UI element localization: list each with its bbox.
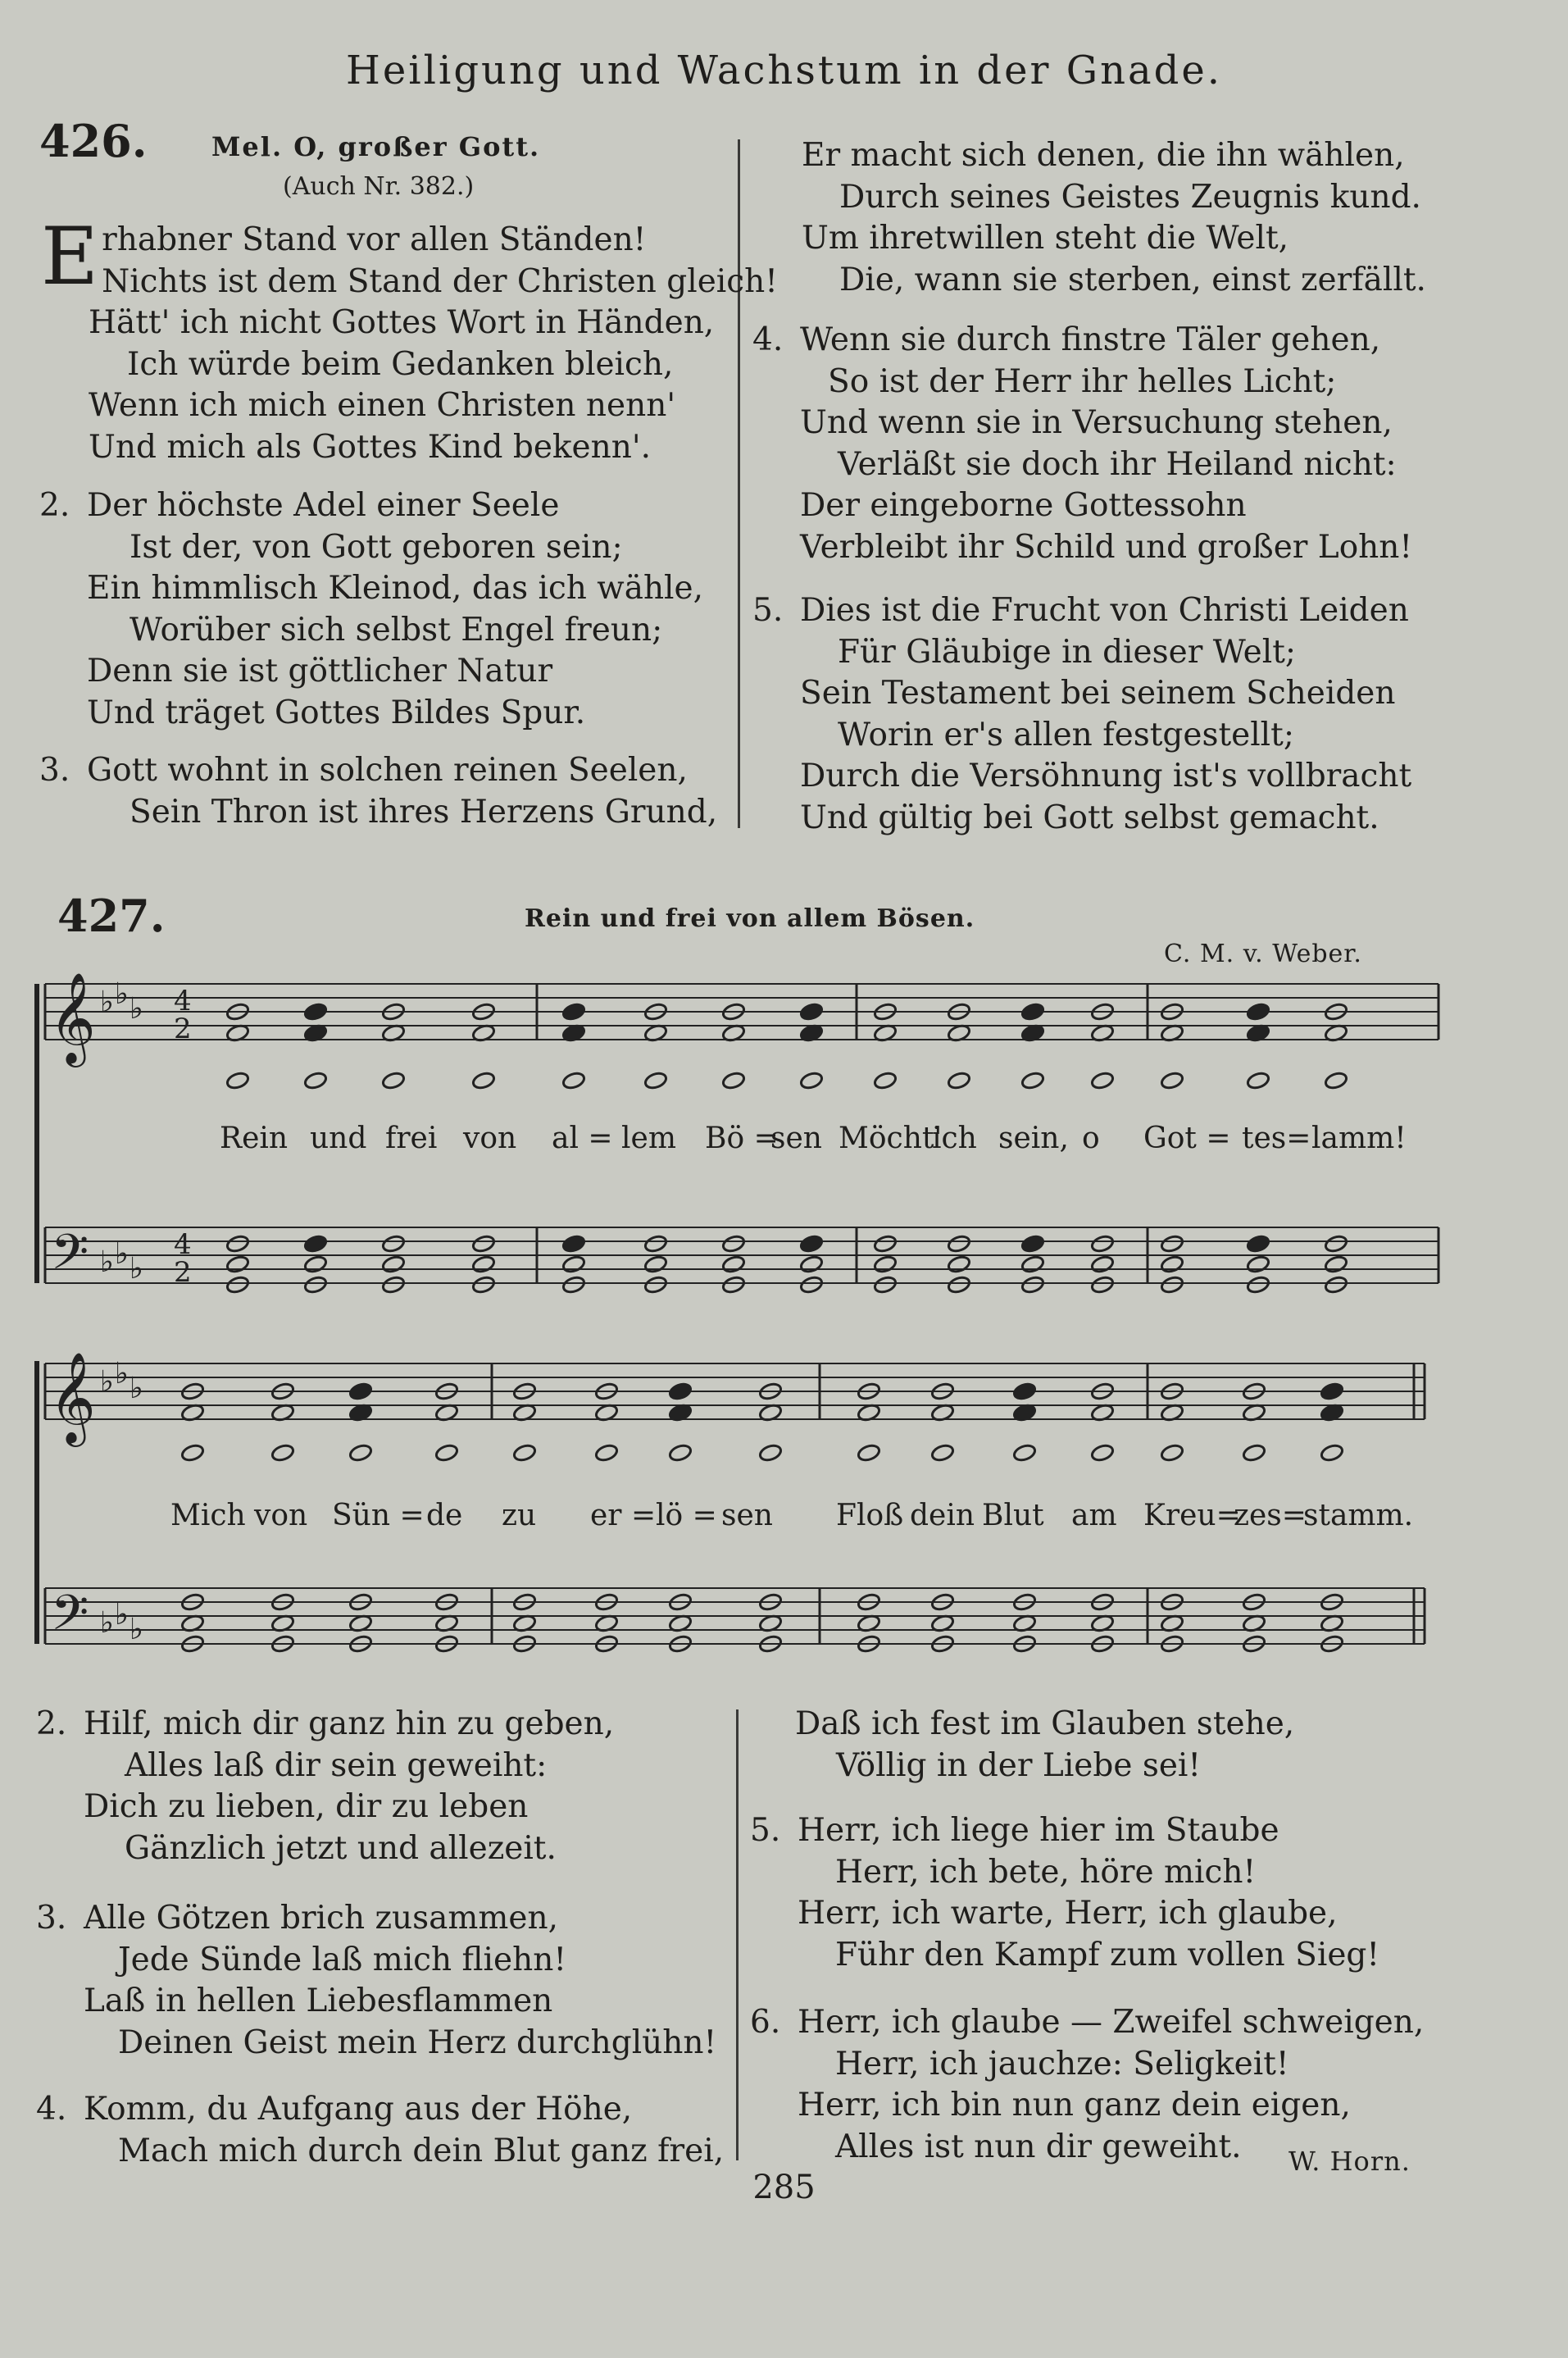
verse-line: Wenn ich mich einen Christen nenn'	[89, 387, 676, 424]
note-head	[721, 1071, 746, 1090]
lyric-syllable: Got =	[1143, 1122, 1231, 1155]
lyric-syllable: am	[1071, 1499, 1117, 1532]
lyric-syllable: o	[1082, 1122, 1100, 1155]
verse-line: rhabner Stand vor allen Ständen!	[102, 221, 647, 258]
note-head	[303, 1254, 328, 1274]
note-head	[721, 1234, 746, 1254]
note-head	[799, 1234, 824, 1254]
flat: ♭	[130, 1252, 143, 1286]
note-head	[348, 1443, 373, 1463]
time-signature: 4	[174, 1228, 192, 1261]
note-head	[1242, 1443, 1266, 1463]
verse-line: So ist der Herr ihr helles Licht;	[828, 362, 1337, 400]
note-head	[668, 1382, 693, 1401]
note-head	[873, 1234, 898, 1254]
note-head	[1160, 1443, 1184, 1463]
note-head	[561, 1275, 586, 1295]
note-head	[947, 1254, 971, 1274]
verse-line: Worüber sich selbst Engel freun;	[130, 611, 663, 649]
verse-line: Sein Thron ist ihres Herzens Grund,	[130, 793, 718, 831]
note-head	[1090, 1234, 1115, 1254]
note-head	[1324, 1275, 1348, 1295]
note-head	[303, 1002, 328, 1022]
note-head	[873, 1254, 898, 1274]
note-head	[1320, 1443, 1344, 1463]
lyric-syllable: Kreu=	[1143, 1499, 1241, 1532]
note-head	[799, 1071, 824, 1090]
hymn-427-number: 427.	[57, 890, 166, 942]
note-head	[873, 1071, 898, 1090]
bass-clef: 𝄢	[51, 1223, 89, 1292]
note-head	[348, 1382, 373, 1401]
hymn-427-verse-2	[36, 1704, 614, 1869]
note-head	[758, 1443, 783, 1463]
note-head	[1160, 1254, 1184, 1274]
note-head	[225, 1254, 250, 1274]
verse-line: Worin er's allen festgestellt;	[838, 716, 1294, 753]
note-head	[930, 1443, 955, 1463]
verse-number: 2.	[36, 1705, 67, 1742]
note-head	[1246, 1275, 1270, 1295]
note-head	[471, 1254, 496, 1274]
note-head	[643, 1254, 668, 1274]
note-head	[303, 1234, 328, 1254]
note-head	[1090, 1275, 1115, 1295]
flat: ♭	[115, 1357, 129, 1391]
note-head	[799, 1275, 824, 1295]
verse-line: Herr, ich jauchze: Seligkeit!	[835, 2045, 1289, 2083]
flat: ♭	[115, 977, 129, 1011]
lyric-syllable: al =	[552, 1122, 613, 1155]
verse-line: Durch seines Geistes Zeugnis kund.	[839, 178, 1421, 216]
note-head	[1246, 1254, 1270, 1274]
note-head	[643, 1275, 668, 1295]
verse-line: Durch die Versöhnung ist's vollbracht	[800, 758, 1412, 794]
note-head	[668, 1443, 693, 1463]
verse-line: Deinen Geist mein Herz durchglühn!	[118, 2023, 717, 2061]
note-head	[1020, 1002, 1045, 1022]
note-head	[1324, 1234, 1348, 1254]
time-signature: 2	[174, 1013, 192, 1045]
lyric-syllable: und	[310, 1122, 367, 1155]
verse-number: 5.	[750, 1812, 781, 1849]
hymn-427-author: W. Horn.	[1288, 2146, 1411, 2177]
verse-line: Völlig in der Liebe sei!	[836, 1746, 1202, 1784]
verse-line: Die, wann sie sterben, einst zerfällt.	[839, 261, 1426, 298]
note-head	[381, 1234, 406, 1254]
verse-line: Für Gläubige in dieser Welt;	[838, 633, 1297, 671]
treble-clef: 𝄞	[49, 972, 96, 1063]
lyric-syllable: lö =	[656, 1499, 717, 1532]
verse-number: 3.	[39, 752, 70, 789]
time-signature: 2	[174, 1256, 192, 1289]
note-head	[643, 1234, 668, 1254]
verse-line: Herr, ich warte, Herr, ich glaube,	[798, 1895, 1338, 1932]
verse-line: Dich zu lieben, dir zu leben	[84, 1788, 529, 1825]
note-head	[1160, 1071, 1184, 1090]
lyric-syllable: Bö =	[705, 1122, 779, 1155]
verse-line: Ich würde beim Gedanken bleich,	[127, 345, 674, 383]
page-number: 285	[752, 2169, 816, 2206]
lyric-syllable: er =	[590, 1499, 657, 1532]
lyric-syllable: frei	[385, 1122, 438, 1155]
hymn-426-number: 426.	[39, 115, 148, 167]
clefs	[49, 972, 192, 1653]
time-signature: 4	[174, 985, 192, 1017]
note-head	[643, 1071, 668, 1090]
verse-line: Herr, ich liege hier im Staube	[798, 1812, 1279, 1849]
hymn-427-title: Rein und frei von allem Bösen.	[525, 904, 975, 933]
verse-line: Herr, ich glaube — Zweifel schweigen,	[798, 2004, 1425, 2041]
hymn-427-verse-5	[750, 1810, 1379, 1976]
verse-line: Hilf, mich dir ganz hin zu geben,	[84, 1705, 615, 1742]
note-head	[561, 1234, 586, 1254]
verse-number: 4.	[752, 321, 784, 358]
flat: ♭	[115, 1598, 129, 1632]
note-head	[434, 1443, 459, 1463]
flat: ♭	[130, 1613, 143, 1646]
note-head	[561, 1254, 586, 1274]
lyric-syllable: de	[426, 1499, 463, 1532]
note-head	[1324, 1254, 1348, 1274]
note-head	[270, 1443, 295, 1463]
note-head	[721, 1275, 746, 1295]
page-header: Heiligung und Wachstum in der Gnade.	[346, 48, 1222, 93]
flat: ♭	[100, 986, 114, 1019]
note-head	[857, 1443, 881, 1463]
flat: ♭	[100, 1245, 114, 1279]
column-divider-2	[736, 1709, 739, 2160]
verse-line: Daß ich fest im Glauben stehe,	[795, 1705, 1295, 1742]
verse-line: Und gültig bei Gott selbst gemacht.	[800, 799, 1379, 836]
hymn-427-verse-6	[750, 2002, 1424, 2168]
verse-line: Sein Testament bei seinem Scheiden	[800, 675, 1396, 712]
verse-line: Gänzlich jetzt und allezeit.	[125, 1829, 557, 1867]
lyric-syllable: von	[254, 1499, 308, 1532]
lyric-syllable: Floß	[836, 1499, 904, 1532]
flat: ♭	[100, 1606, 114, 1640]
note-head	[1090, 1071, 1115, 1090]
lyric-syllable: von	[463, 1122, 517, 1155]
lyric-syllable: zu	[502, 1499, 537, 1532]
verse-line: Wenn sie durch finstre Täler gehen,	[800, 321, 1381, 358]
note-head	[799, 1254, 824, 1274]
note-head	[1090, 1254, 1115, 1274]
note-head	[1090, 1443, 1115, 1463]
flat: ♭	[115, 1237, 129, 1271]
note-head	[1324, 1071, 1348, 1090]
flat: ♭	[130, 1372, 143, 1405]
bass-clef: 𝄢	[51, 1584, 89, 1653]
hymn-427-composer: C. M. v. Weber.	[1164, 940, 1362, 968]
verse-line: Um ihretwillen steht die Welt,	[802, 220, 1289, 257]
note-head	[471, 1071, 496, 1090]
verse-line: Führ den Kampf zum vollen Sieg!	[835, 1936, 1380, 1973]
note-head	[947, 1234, 971, 1254]
note-head	[225, 1234, 250, 1254]
lyric-syllable: Möcht'	[839, 1122, 943, 1155]
note-head	[1020, 1234, 1045, 1254]
note-head	[225, 1275, 250, 1295]
note-head	[1012, 1382, 1037, 1401]
lyric-syllable: ich	[932, 1122, 977, 1155]
verse-line: Alle Götzen brich zusammen,	[84, 1900, 558, 1937]
lyric-syllable: sen	[721, 1499, 773, 1532]
verse-line: Laß in hellen Liebesflammen	[84, 1982, 553, 2019]
note-head	[1320, 1382, 1344, 1401]
verse-line: Jede Sünde laß mich fliehn!	[118, 1941, 567, 1978]
verse-line: Der höchste Adel einer Seele	[87, 487, 560, 524]
note-head	[947, 1071, 971, 1090]
note-head	[1020, 1071, 1045, 1090]
note-head	[1160, 1275, 1184, 1295]
hymn-427-verse-4-cont	[795, 1704, 1294, 1787]
note-head	[225, 1071, 250, 1090]
verse-line: Verläßt sie doch ihr Heiland nicht:	[838, 445, 1397, 483]
verse-number: 2.	[39, 487, 70, 524]
verse-number: 3.	[36, 1900, 67, 1937]
verse-line: Und mich als Gottes Kind bekenn'.	[89, 428, 651, 466]
flat: ♭	[130, 992, 143, 1026]
verse-line: Dies ist die Frucht von Christi Leiden	[800, 592, 1409, 629]
note-head	[594, 1443, 619, 1463]
flat: ♭	[100, 1365, 114, 1399]
lyric-syllable: lem	[621, 1122, 676, 1155]
lyric-syllable: Blut	[982, 1499, 1044, 1532]
verse-line: Ist der, von Gott geboren sein;	[130, 528, 623, 566]
lyric-syllable: zes=	[1234, 1499, 1307, 1532]
lyric-syllable: Mich	[170, 1499, 246, 1532]
verse-line: Er macht sich denen, die ihn wählen,	[802, 137, 1405, 174]
note-head	[873, 1275, 898, 1295]
lyric-syllable: Rein	[220, 1122, 289, 1155]
note-head	[1020, 1254, 1045, 1274]
verse-line: Herr, ich bin nun ganz dein eigen,	[798, 2087, 1351, 2124]
lyric-syllable: stamm.	[1303, 1499, 1414, 1532]
lyric-syllable: sein,	[998, 1122, 1069, 1155]
lyric-syllable: Sün =	[332, 1499, 425, 1532]
note-head	[561, 1002, 586, 1022]
note-head	[1246, 1002, 1270, 1022]
note-head	[303, 1275, 328, 1295]
note-head	[947, 1275, 971, 1295]
note-head	[381, 1254, 406, 1274]
verse-line: Gott wohnt in solchen reinen Seelen,	[87, 752, 688, 789]
note-head	[1012, 1443, 1037, 1463]
note-head	[1246, 1071, 1270, 1090]
verse-line: Denn sie ist göttlicher Natur	[87, 653, 553, 690]
note-head	[303, 1071, 328, 1090]
treble-clef: 𝄞	[49, 1351, 96, 1443]
note-head	[1160, 1234, 1184, 1254]
verse-line: Ein himmlisch Kleinod, das ich wähle,	[87, 570, 704, 607]
verse-line: Hätt' ich nicht Gottes Wort in Händen,	[89, 304, 715, 341]
verse-line: Komm, du Aufgang aus der Höhe,	[84, 2091, 633, 2128]
note-head	[381, 1275, 406, 1295]
note-head	[512, 1443, 537, 1463]
verse-line: Alles ist nun dir geweiht.	[835, 2128, 1242, 2165]
verse-line: Mach mich durch dein Blut ganz frei,	[118, 2132, 725, 2169]
verse-line: Nichts ist dem Stand der Christen gleich!	[102, 262, 778, 300]
lyric-syllable: tes=	[1242, 1122, 1311, 1155]
note-head	[471, 1234, 496, 1254]
note-head	[721, 1254, 746, 1274]
verse-number: 4.	[36, 2091, 67, 2128]
lyric-syllable: dein	[910, 1499, 975, 1532]
hymn-426-note: (Auch Nr. 382.)	[283, 172, 475, 201]
note-head	[471, 1275, 496, 1295]
note-head	[1020, 1275, 1045, 1295]
hymn-427-verse-4	[36, 2089, 724, 2172]
lyric-syllable: lamm!	[1311, 1122, 1407, 1155]
drop-cap: E	[41, 211, 99, 303]
verse-line: Verbleibt ihr Schild und großer Lohn!	[800, 528, 1413, 566]
verse-line: Alles laß dir sein geweiht:	[125, 1746, 548, 1784]
hymn-427-verse-3	[36, 1898, 716, 2064]
verse-number: 5.	[752, 592, 784, 629]
verse-line: Und träget Gottes Bildes Spur.	[87, 694, 586, 731]
note-heads	[180, 1002, 1348, 1654]
lyric-syllable: sen	[770, 1122, 822, 1155]
verse-line: Herr, ich bete, höre mich!	[835, 1853, 1257, 1891]
note-head	[381, 1071, 406, 1090]
verse-line: Der eingeborne Gottessohn	[800, 487, 1247, 524]
verse-number: 6.	[750, 2004, 781, 2041]
note-head	[1246, 1234, 1270, 1254]
note-head	[799, 1002, 824, 1022]
verse-line: Und wenn sie in Versuchung stehen,	[800, 404, 1393, 441]
hymn-426-melody: Mel. O, großer Gott.	[211, 131, 541, 162]
note-head	[180, 1443, 205, 1463]
note-head	[561, 1071, 586, 1090]
